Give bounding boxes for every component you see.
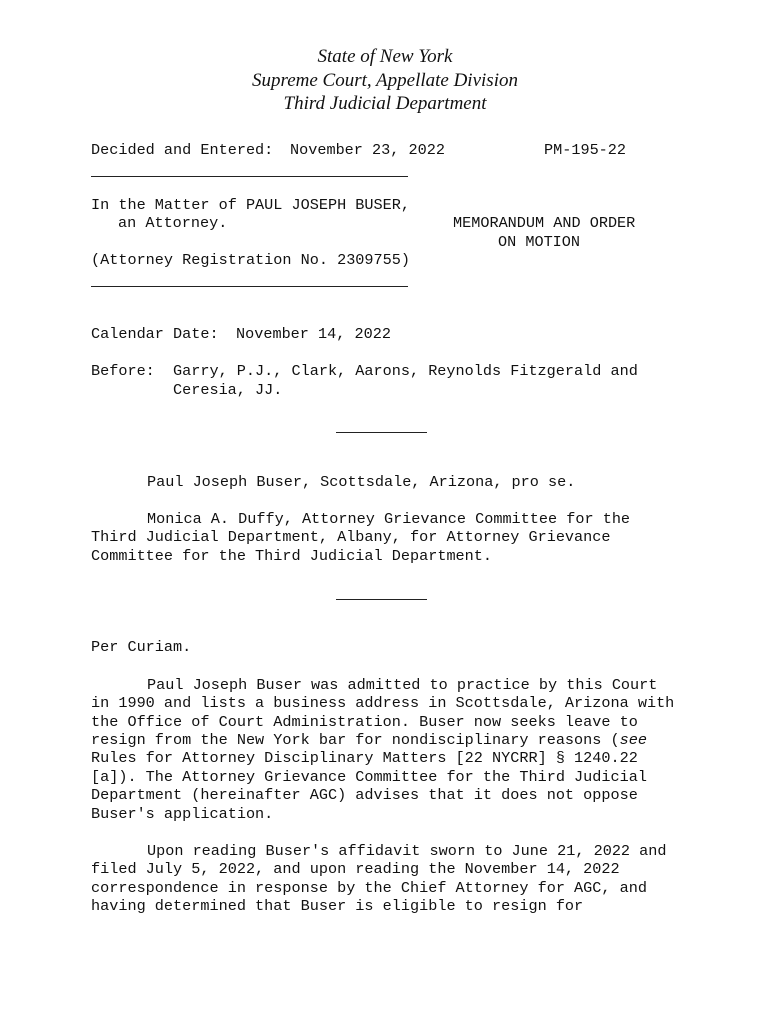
section-divider-2	[336, 599, 427, 600]
calendar-label: Calendar Date:	[91, 325, 219, 343]
before-label: Before:	[91, 362, 155, 380]
appearance-agc-line-1: Monica A. Duffy, Attorney Grievance Committee for the	[147, 510, 631, 528]
para1-line-1: Paul Joseph Buser was admitted to practice by this Court	[147, 676, 658, 694]
decided-label: Decided and Entered:	[91, 141, 274, 159]
justices-line-2: Ceresia, JJ.	[173, 381, 283, 399]
court-state: State of New York	[317, 46, 453, 67]
para1-line-6: [a]). The Attorney Grievance Committee for the Third Judicial	[91, 768, 647, 786]
appearance-agc-line-3: Committee for the Third Judicial Department.	[91, 547, 493, 565]
document-title-line-2: ON MOTION	[498, 233, 581, 251]
para1-line-4-text: resign from the New York bar for nondisciplinary reasons (	[91, 731, 620, 749]
justices-line-1: Garry, P.J., Clark, Aarons, Reynolds Fitzgerald and	[173, 362, 638, 380]
para1-line-7: Department (hereinafter AGC) advises that it does not oppose	[91, 786, 638, 804]
registration-number: (Attorney Registration No. 2309755)	[91, 251, 410, 269]
para1-line-3: the Office of Court Administration. Buser now seeks leave to	[91, 713, 638, 731]
caption-bottom-rule	[91, 286, 408, 287]
court-name: Supreme Court, Appellate Division	[252, 70, 518, 91]
section-divider-1	[336, 432, 427, 433]
para2-line-2: filed July 5, 2022, and upon reading the November 14, 2022	[91, 860, 620, 878]
para2-line-1: Upon reading Buser's affidavit sworn to June 21, 2022 and	[147, 842, 667, 860]
decided-date: November 23, 2022	[290, 141, 445, 159]
opinion-author: Per Curiam.	[91, 638, 192, 656]
docket-number: PM-195-22	[544, 141, 627, 159]
appearance-respondent: Paul Joseph Buser, Scottsdale, Arizona, pro se.	[147, 473, 576, 491]
signal-see: see	[619, 731, 647, 749]
para1-line-5: Rules for Attorney Disciplinary Matters [22 NYCRR] § 1240.22	[91, 749, 638, 767]
court-department: Third Judicial Department	[283, 93, 487, 114]
document-title-line-1: MEMORANDUM AND ORDER	[453, 214, 636, 232]
para2-line-3: correspondence in response by the Chief Attorney for AGC, and	[91, 879, 647, 897]
para1-line-4	[91, 731, 647, 749]
para2-line-4: having determined that Buser is eligible to resign for	[91, 897, 584, 915]
caption-top-rule	[91, 176, 408, 177]
matter-line-2: an Attorney.	[118, 214, 228, 232]
calendar-date: November 14, 2022	[236, 325, 391, 343]
matter-line-1: In the Matter of PAUL JOSEPH BUSER,	[91, 196, 410, 214]
para1-line-2: in 1990 and lists a business address in Scottsdale, Arizona with	[91, 694, 675, 712]
appearance-agc-line-2: Third Judicial Department, Albany, for Attorney Grievance	[91, 528, 611, 546]
para1-line-8: Buser's application.	[91, 805, 274, 823]
